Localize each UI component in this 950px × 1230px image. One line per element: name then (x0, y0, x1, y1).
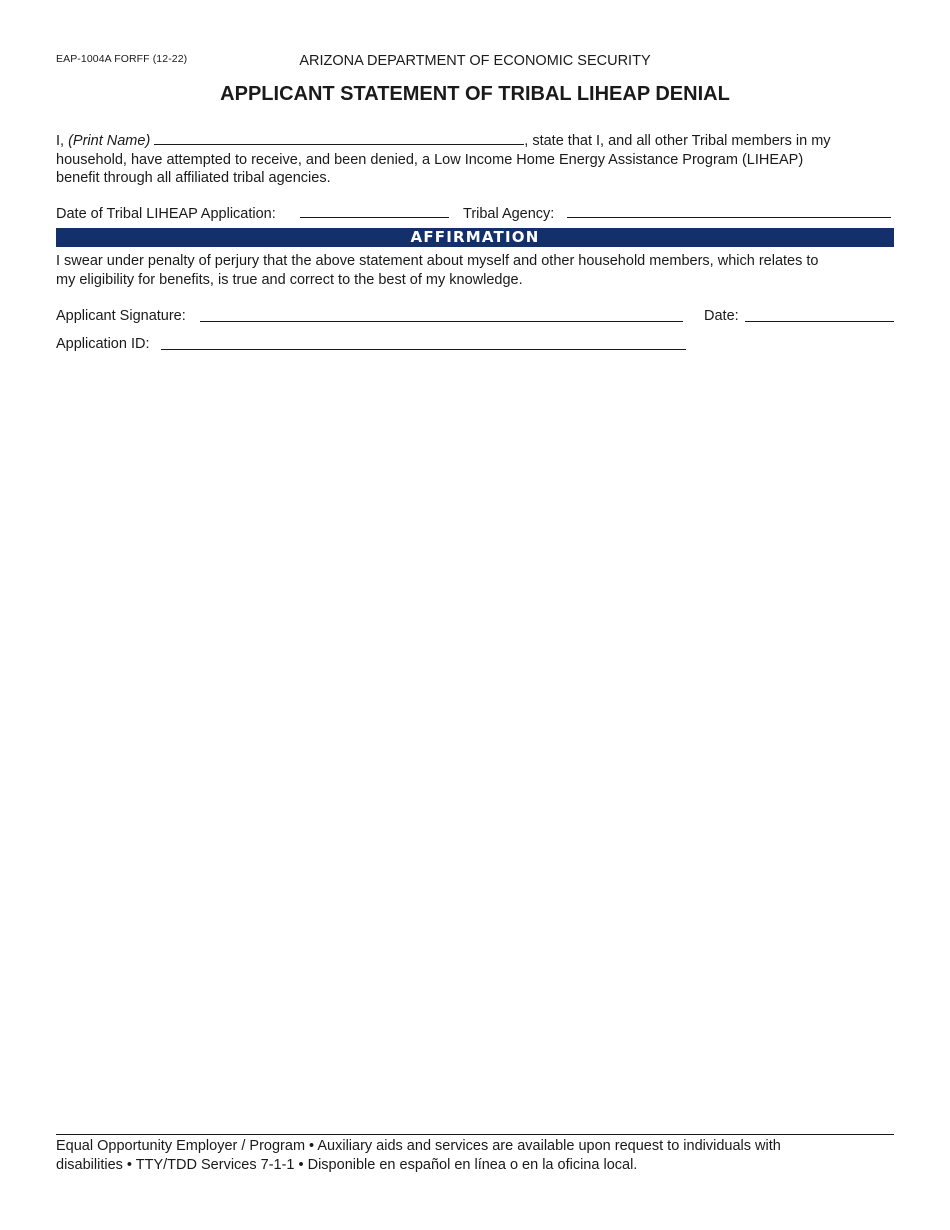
applicant-signature-label: Applicant Signature: (56, 308, 186, 324)
affirmation-line-1: I swear under penalty of perjury that the above statement about myself and other household members, which relates to (56, 253, 819, 269)
applicant-signature-field[interactable] (200, 321, 683, 322)
statement-line-2: household, have attempted to receive, and been denied, a Low Income Home Energy Assistance Program (LIHEAP) (56, 151, 804, 168)
tribal-agency-label: Tribal Agency: (463, 206, 555, 222)
tribal-application-date-label: Date of Tribal LIHEAP Application: (56, 206, 276, 222)
statement-line-3: benefit through all affiliated tribal agencies. (56, 170, 331, 186)
agency-name: ARIZONA DEPARTMENT OF ECONOMIC SECURITY (299, 53, 651, 69)
form-code: EAP-1004A FORFF (12-22) (56, 53, 188, 65)
print-name-field[interactable] (154, 131, 524, 145)
application-id-field[interactable] (161, 349, 686, 350)
footer-line-2: disabilities • TTY/TDD Services 7-1-1 • Disponible en español en línea o en la oficina local. (56, 1156, 638, 1173)
statement-line1-suffix: , state that I, and all other Tribal members in my (524, 133, 831, 149)
print-name-label: (Print Name) (68, 133, 151, 149)
affirmation-paragraph (56, 252, 896, 289)
application-id-label: Application ID: (56, 336, 150, 352)
footer-divider (56, 1134, 894, 1135)
signature-date-field[interactable] (745, 321, 894, 322)
affirmation-heading: AFFIRMATION (56, 228, 894, 247)
statement-prefix: I, (56, 133, 69, 149)
statement-paragraph (56, 131, 896, 188)
footer-line-1: Equal Opportunity Employer / Program • Auxiliary aids and services are available upon request to individuals with (56, 1138, 781, 1154)
tribal-agency-field[interactable] (567, 217, 891, 218)
footer-notice (56, 1137, 896, 1174)
tribal-application-date-field[interactable] (300, 217, 449, 218)
affirmation-line-2: my eligibility for benefits, is true and correct to the best of my knowledge. (56, 271, 523, 288)
signature-date-label: Date: (704, 308, 739, 324)
statement-line-1 (56, 131, 896, 151)
form-title: APPLICANT STATEMENT OF TRIBAL LIHEAP DENIAL (220, 83, 730, 105)
